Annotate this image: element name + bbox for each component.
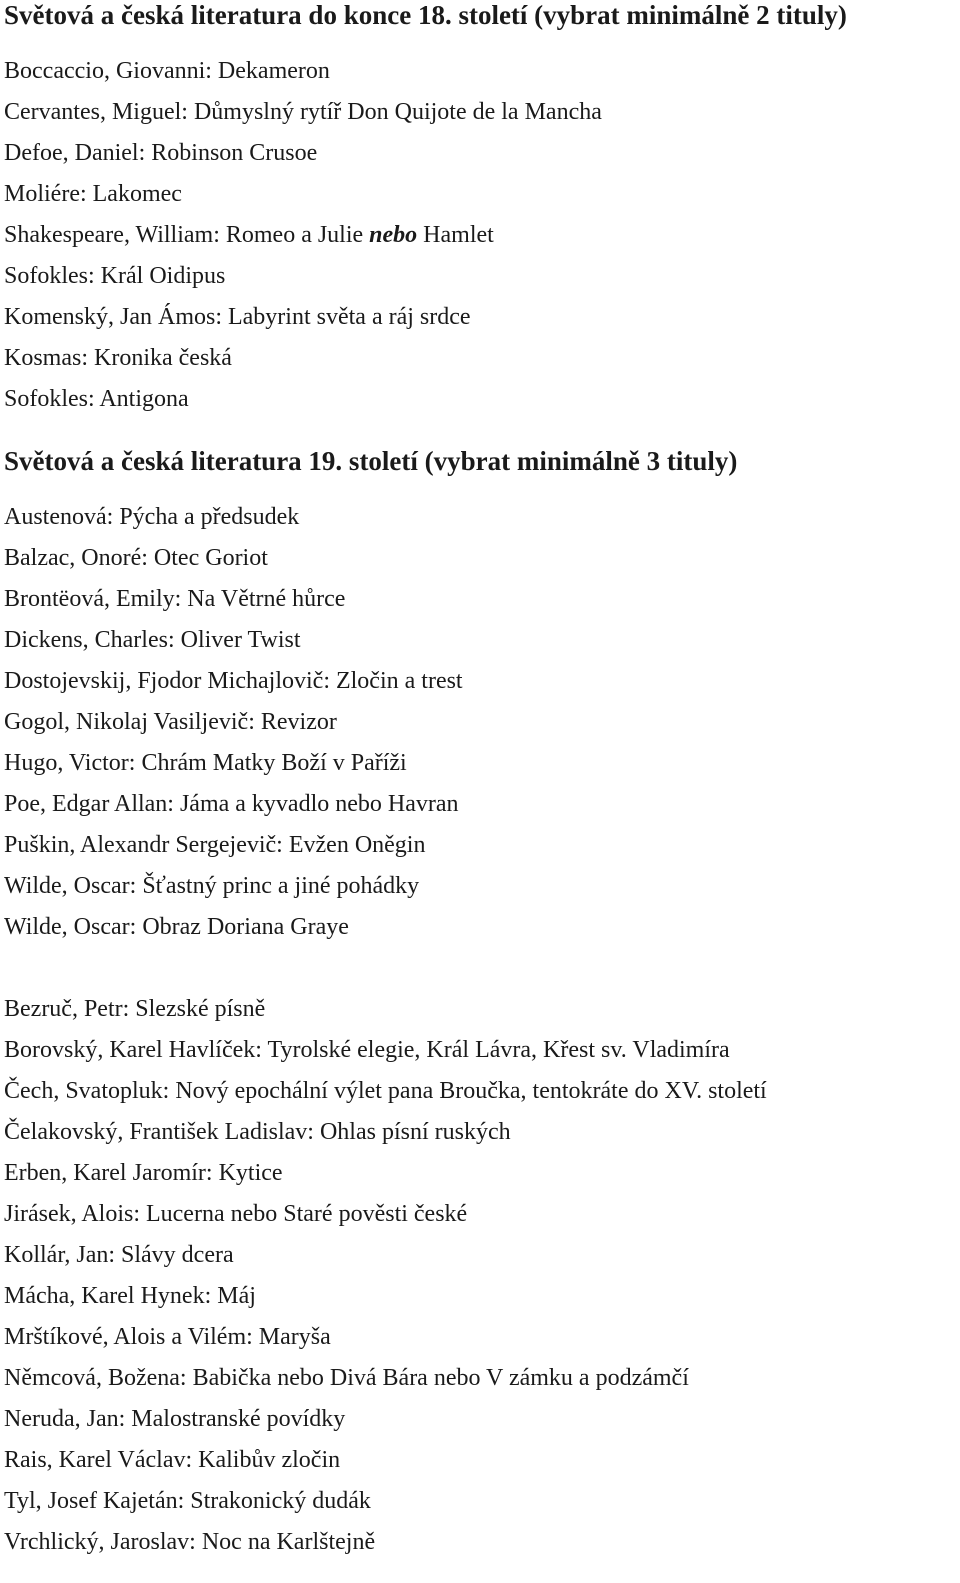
list-item: Němcová, Božena: Babička nebo Divá Bára nebo V zámku a podzámčí: [4, 1365, 689, 1391]
list-item: Rais, Karel Václav: Kalibův zločin: [4, 1447, 341, 1473]
list-item: Čech, Svatopluk: Nový epochální výlet pana Broučka, tentokráte do XV. století: [4, 1078, 767, 1104]
list-item: Austenová: Pýcha a předsudek: [4, 504, 300, 530]
list-item: Wilde, Oscar: Šťastný princ a jiné pohádky: [4, 873, 420, 899]
book-list-19th-century-world: [4, 497, 954, 948]
list-item: Balzac, Onoré: Otec Goriot: [4, 545, 268, 571]
list-item: Hugo, Victor: Chrám Matky Boží v Paříži: [4, 750, 407, 776]
list-item: Kollár, Jan: Slávy dcera: [4, 1242, 234, 1268]
list-item: Gogol, Nikolaj Vasiljevič: Revizor: [4, 709, 337, 735]
list-item: Vrchlický, Jaroslav: Noc na Karlštejně: [4, 1529, 376, 1555]
list-item: Erben, Karel Jaromír: Kytice: [4, 1160, 283, 1186]
list-item: Bezruč, Petr: Slezské písně: [4, 996, 266, 1022]
list-item: Boccaccio, Giovanni: Dekameron: [4, 58, 330, 84]
list-item: Dostojevskij, Fjodor Michajlovič: Zločin a trest: [4, 668, 463, 694]
list-item: Neruda, Jan: Malostranské povídky: [4, 1406, 346, 1432]
list-item: [4, 215, 954, 256]
list-item: Cervantes, Miguel: Důmyslný rytíř Don Quijote de la Mancha: [4, 99, 602, 125]
list-item: Defoe, Daniel: Robinson Crusoe: [4, 140, 318, 166]
list-item: Tyl, Josef Kajetán: Strakonický dudák: [4, 1488, 371, 1514]
document-page: [4, 0, 954, 1563]
list-item: Poe, Edgar Allan: Jáma a kyvadlo nebo Havran: [4, 791, 459, 817]
list-item: Borovský, Karel Havlíček: Tyrolské elegie, Král Lávra, Křest sv. Vladimíra: [4, 1037, 730, 1063]
list-item: Moliére: Lakomec: [4, 181, 182, 207]
book-list-19th-century-czech: [4, 989, 954, 1563]
list-item: Mácha, Karel Hynek: Máj: [4, 1283, 256, 1309]
emphasis-word: nebo: [369, 222, 418, 248]
list-item: Jirásek, Alois: Lucerna nebo Staré pověsti české: [4, 1201, 468, 1227]
list-item: Dickens, Charles: Oliver Twist: [4, 627, 301, 653]
list-item: Brontëová, Emily: Na Větrné hůrce: [4, 586, 346, 612]
list-item: Komenský, Jan Ámos: Labyrint světa a ráj srdce: [4, 304, 471, 330]
list-item: Wilde, Oscar: Obraz Doriana Graye: [4, 914, 349, 940]
list-item: Sofokles: Antigona: [4, 386, 189, 412]
list-item-text: Hamlet: [417, 222, 494, 248]
list-item: Čelakovský, František Ladislav: Ohlas písní ruských: [4, 1119, 511, 1145]
list-item: Mrštíkové, Alois a Vilém: Maryša: [4, 1324, 331, 1350]
book-list-18th-century: [4, 51, 954, 420]
section-heading-18th-century: Světová a česká literatura do konce 18. století (vybrat minimálně 2 tituly): [4, 0, 847, 30]
list-item: Puškin, Alexandr Sergejevič: Evžen Oněgin: [4, 832, 426, 858]
section-heading-19th-century: Světová a česká literatura 19. století (vybrat minimálně 3 tituly): [4, 446, 738, 476]
list-item: Kosmas: Kronika česká: [4, 345, 232, 371]
list-item-text: Shakespeare, William: Romeo a Julie: [4, 222, 370, 248]
list-item: Sofokles: Král Oidipus: [4, 263, 226, 289]
